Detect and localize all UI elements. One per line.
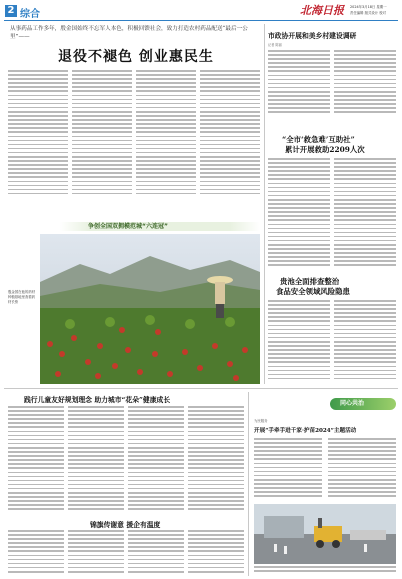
right-top-body-right: [334, 50, 396, 116]
lead-body-column-2: [72, 70, 132, 200]
section-label: 综合: [20, 9, 40, 20]
mid-page-divider: [4, 388, 398, 389]
right-top-byline: 记者 陈丽: [268, 43, 282, 47]
bottom-left-body-3: [128, 406, 184, 516]
bottom-right-divider: [248, 392, 249, 576]
bottom-right-body-right: [328, 438, 396, 502]
bottom-left-body-4: [188, 406, 244, 516]
photo-caption: 殷金国在他的药材种植基地里查看药材长势: [8, 290, 36, 304]
lead-body-column-3: [136, 70, 196, 200]
right-column-divider: [264, 24, 265, 384]
bottom-sub-title: 锦旗传谢意 援企有温度: [90, 521, 161, 529]
campaign-banner-text: 争创全国双拥模范城“六连冠”: [88, 223, 168, 230]
construction-site-image: [254, 504, 396, 564]
bottom-right-kicker: 为民服务: [254, 419, 268, 423]
bottom-right-body-left: [254, 438, 322, 502]
bottom-right-logo-text: 同心共治: [340, 400, 365, 407]
lead-photo: [40, 234, 260, 384]
lead-kicker: 从事药品工作多年，殷金国始终不忘军人本色，积极回馈社会，致力打造农村药品配送“最后一公里”——: [10, 26, 248, 40]
herb-field-image: [40, 234, 260, 384]
right-mid-title-1: “全市‘救急难’互助社”: [282, 135, 355, 144]
right-low-title-2: 食品安全领域风险隐患: [276, 287, 350, 296]
bottom-left-body-1: [8, 406, 64, 516]
bottom-right-photo: [254, 504, 396, 564]
photo-caption-box: [8, 290, 38, 370]
bottom-right-photo-caption: [254, 566, 396, 576]
bottom-left-body-2: [68, 406, 124, 516]
campaign-banner: [60, 222, 260, 231]
right-mid-title-2: 累计开展救助2209人次: [285, 145, 365, 154]
lead-body-column-4: [200, 70, 260, 200]
issue-date: 2024年3月18日 星期一: [350, 5, 387, 9]
right-mid-body-right: [334, 158, 396, 270]
right-top-body-left: [268, 50, 330, 116]
lead-title: 退役不褪色 创业惠民生: [58, 49, 214, 65]
newspaper-logo: 北海日报: [300, 4, 344, 17]
bottom-sub-body-2: [68, 530, 124, 576]
bottom-right-logo: [330, 398, 396, 410]
right-low-title-1: 贵池全面排查整治: [280, 277, 340, 286]
right-top-title: 市政协开展和美乡村建设调研: [268, 32, 357, 40]
lead-body-column-1: [8, 70, 68, 200]
bottom-sub-body-3: [128, 530, 184, 576]
bottom-sub-body-4: [188, 530, 244, 576]
bottom-right-title: 开展“手牵手进千家·护苗2024”主题活动: [254, 428, 357, 434]
bottom-sub-body-1: [8, 530, 64, 576]
right-low-body-right: [334, 300, 396, 384]
bottom-left-title: 践行儿童友好规划理念 助力城市“花朵”健康成长: [24, 396, 171, 404]
issue-editors: 责任编辑 版式设计 校对: [350, 11, 387, 15]
page-number-badge: 2: [5, 5, 17, 17]
right-low-body-left: [268, 300, 330, 384]
masthead-divider: [4, 20, 398, 21]
right-mid-body-left: [268, 158, 330, 270]
